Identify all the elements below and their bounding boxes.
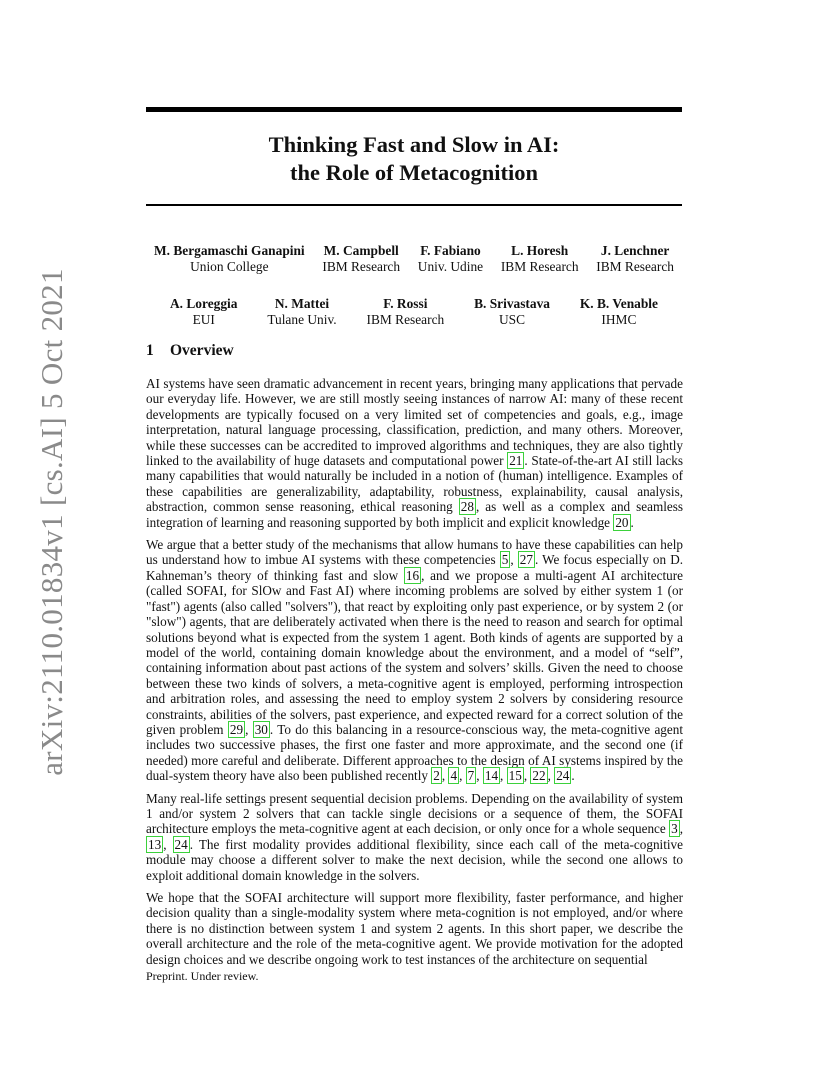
author-name: M. Campbell [323,243,399,258]
author [367,296,445,328]
paragraph: Many real-life settings present sequential decision problems. Depending on the availability of system 1 and/or system 2 solvers that can tackle single decisions or a sequence of them, the SOFAI architecture employs the meta-cognitive agent at each decision, or only once for a whole sequence 3 , 13 , 24 . The first modality provides additional flexibility, since each call of the meta-cognitive module may choose a different solver to make the next decision, while the second one allows to exploit additional domain knowledge in the solvers. [146,790,684,883]
author-affiliation: Tulane Univ. [267,312,337,327]
author-affiliation: EUI [192,312,215,327]
author-affiliation: Union College [190,259,269,274]
author-affiliation: USC [498,312,526,327]
citation-link[interactable]: 5 [501,552,509,568]
citation-link[interactable]: 24 [174,836,188,852]
paragraph: AI systems have seen dramatic advancement in recent years, bringing many applications that pervade our everyday life. However, we are still mostly seeing instances of narrow AI: many of these recent developments are typically focused on a very limited set of competencies and goals, e.g., image interpretation, natural language processing, classification, prediction, and many others. Moreover, while these successes can be accredited to improved algorithms and techniques, they are also tightly linked to the availability of huge datasets and computational power 21 . State-of-the-art AI still lacks many capabilities that would naturally be included in a notion of (human) intelligence. Examples of these capabilities are generalizability, adaptability, robustness, explainability, causal analysis, abstraction, common sense reasoning, ethical reasoning 28 , as well as a complex and seamless integration of learning and reasoning supported by both implicit and explicit knowledge 20 . [146,376,683,530]
author-affiliation: Univ. Udine [417,259,484,274]
author [596,243,674,275]
footer-note: Preprint. Under review. [146,969,259,983]
author [322,243,400,275]
author [418,243,483,275]
author-affiliation: IHMC [601,312,637,327]
citation-link[interactable]: 15 [508,768,522,784]
title-top-rule [146,107,682,112]
author-name: K. B. Venable [579,296,658,311]
citation-link[interactable]: 27 [519,552,533,568]
author-row-1 [146,243,682,275]
paragraph: We hope that the SOFAI architecture will support more flexibility, faster performance, and higher decision quality than a single-modality system where meta-cognition is not employed, and/or where there is no distinction between system 1 and system 2 agents. In this short paper, we describe the overall architecture and the role of the meta-cognitive agent. We provide motivation for the adopted design choices and we describe ongoing work to test instances of the architecture on sequential [146,890,683,967]
citation-link[interactable]: 3 [671,821,678,837]
citation-link[interactable]: 28 [460,499,474,515]
author-row-2 [146,296,682,328]
citation-link[interactable]: 4 [450,768,458,784]
body-text [146,376,683,974]
author-name: M. Bergamaschi Ganapini [154,243,305,258]
author-name: F. Fabiano [420,243,481,258]
paper-title [146,131,682,187]
citation-link[interactable]: 22 [532,768,546,784]
section-title: Overview [170,342,234,359]
author [170,296,237,328]
title-bottom-rule [146,204,682,206]
author [474,296,550,328]
title-line-2: the Role of Metacognition [289,160,539,185]
author-name: L. Horesh [511,243,569,258]
title-line-1: Thinking Fast and Slow in AI: [268,132,560,157]
author-name: B. Srivastava [474,296,550,311]
citation-link[interactable]: 30 [254,721,268,737]
section-number: 1 [146,342,154,359]
author-name: J. Lenchner [600,243,670,258]
section-heading [146,342,234,360]
citation-link[interactable]: 7 [467,768,475,784]
citation-link[interactable]: 29 [229,721,244,737]
citation-link[interactable]: 20 [615,514,629,530]
author [501,243,579,275]
author-name: F. Rossi [383,296,428,311]
author [580,296,658,328]
arxiv-identifier: arXiv:2110.01834v1 [cs.AI] 5 Oct 2021 [34,268,69,776]
author-affiliation: IBM Research [596,259,674,274]
author-affiliation: IBM Research [366,312,445,327]
citation-link[interactable]: 14 [484,768,499,784]
citation-link[interactable]: 21 [509,453,523,469]
author-affiliation: IBM Research [322,259,401,274]
citation-link[interactable]: 16 [405,567,420,583]
author-name: N. Mattei [274,296,330,311]
author-name: A. Loreggia [170,296,238,311]
citation-link[interactable]: 13 [148,836,162,852]
paragraph: We argue that a better study of the mechanisms that allow humans to have these capabilities can help us understand how to imbue AI systems with these competencies 5 , 27 . We focus especially on D. Kahneman’s theory of thinking fast and slow 16 , and we propose a multi-agent AI architecture (called SOFAI, for SlOw and Fast AI) where incoming problems are solved by either system 1 (or "fast") agents (also called "solvers"), that react by exploiting only past experience, or by system 2 (or "slow") agents, that are deliberately activated when there is the need to reason and search for optimal solutions beyond what is expected from the system 1 agent. Both kinds of agents are supported by a model of the world, containing domain knowledge about the environment, and a model of “self”, containing information about past actions of the system and solvers’ skills. Given the need to choose between these two kinds of solvers, a meta-cognitive agent is employed, performing introspection and arbitration roles, and assessing the need to employ system 2 solvers by considering resource constraints, abilities of the solvers, past experience, and expected reward for a correct solution of the given problem 29 , 30 . To do this balancing in a resource-conscious way, the meta-cognitive agent includes two successive phases, the first one faster and more approximate, and the second one (if needed) more careful and deliberate. Different approaches to the design of AI systems inspired by the dual-system theory have also been published recently 2 , 4 , 7 , 14 , 15 , 22 , 24 . [146,537,684,784]
author [267,296,336,328]
citation-link[interactable]: 2 [433,768,440,784]
author-affiliation: IBM Research [500,259,579,274]
citation-link[interactable]: 24 [556,768,570,784]
author [154,243,305,275]
